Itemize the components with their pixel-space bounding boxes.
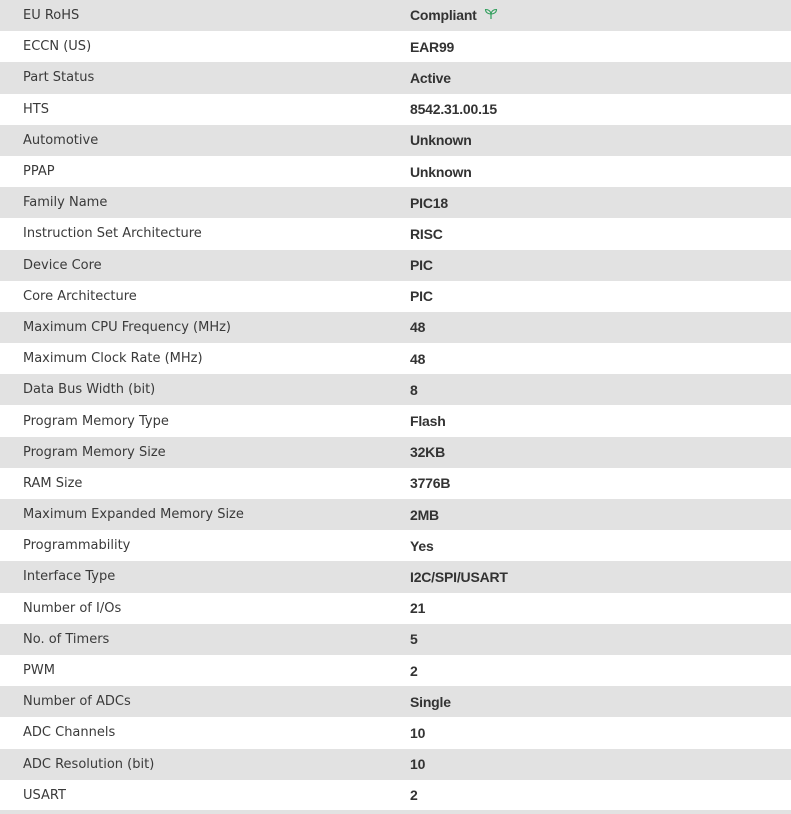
spec-label: Program Memory Type [23,413,169,429]
spec-label: Data Bus Width (bit) [23,382,156,398]
spec-row [0,717,791,748]
spec-value: Yes [410,537,434,554]
spec-row [0,250,791,281]
spec-value: 2 [410,787,418,804]
spec-label: Maximum Expanded Memory Size [23,507,244,523]
spec-value: 48 [410,319,426,336]
spec-value: PIC [410,288,433,305]
spec-value: 8 [410,381,418,398]
spec-value: RISC [410,225,443,242]
spec-label: Number of ADCs [23,694,131,710]
spec-label: No. of Timers [23,631,110,647]
spec-row [0,749,791,780]
spec-label: Instruction Set Architecture [23,226,202,242]
leaf-icon [484,7,498,23]
spec-value: 3776B [410,475,451,492]
spec-row [0,624,791,655]
spec-label: Device Core [23,257,102,273]
spec-value: 2 [410,662,418,679]
spec-label: Maximum CPU Frequency (MHz) [23,319,231,335]
spec-value: Compliant [410,6,477,23]
spec-row [0,125,791,156]
spec-row [0,593,791,624]
spec-label: USART [23,787,66,803]
spec-row [0,94,791,125]
spec-value: Active [410,69,451,86]
spec-row [0,281,791,312]
spec-value: Unknown [410,132,472,149]
spec-value: 21 [410,600,426,617]
spec-value: 2MB [410,506,439,523]
spec-label: Part Status [23,70,95,86]
spec-row [0,530,791,561]
spec-label: ADC Channels [23,725,116,741]
spec-row [0,780,791,811]
spec-label: Interface Type [23,569,116,585]
spec-row [0,437,791,468]
spec-label: Automotive [23,132,99,148]
spec-row [0,468,791,499]
spec-value: 5 [410,631,418,648]
spec-row [0,0,791,31]
spec-row [0,655,791,686]
spec-label: Program Memory Size [23,444,166,460]
spec-value: Unknown [410,163,472,180]
spec-row [0,499,791,530]
spec-row [0,561,791,592]
spec-value-cell [410,0,791,31]
spec-row [0,312,791,343]
spec-label: ADC Resolution (bit) [23,756,155,772]
spec-label: Number of I/Os [23,600,122,616]
spec-label: RAM Size [23,475,83,491]
spec-value: EAR99 [410,38,455,55]
spec-row [0,187,791,218]
spec-row [0,62,791,93]
spec-value: Flash [410,413,446,430]
next-row-edge [0,810,791,814]
spec-row [0,156,791,187]
spec-value: 48 [410,350,426,367]
spec-label: Core Architecture [23,288,137,304]
spec-label: EU RoHS [23,8,80,24]
spec-row [0,343,791,374]
spec-value: 8542.31.00.15 [410,101,497,118]
spec-value: I2C/SPI/USART [410,568,508,585]
spec-label: PPAP [23,164,55,180]
spec-label: ECCN (US) [23,39,92,55]
spec-label: HTS [23,101,49,117]
spec-row [0,31,791,62]
spec-value: 10 [410,756,426,773]
spec-label: PWM [23,663,55,679]
spec-value: 32KB [410,444,445,461]
spec-value: PIC [410,257,433,274]
spec-value: Single [410,693,451,710]
spec-label: Programmability [23,538,131,554]
spec-row [0,405,791,436]
spec-row [0,374,791,405]
spec-row [0,218,791,249]
spec-value: 10 [410,724,426,741]
spec-value: PIC18 [410,194,448,211]
spec-row [0,686,791,717]
spec-label: Maximum Clock Rate (MHz) [23,351,203,367]
spec-label: Family Name [23,195,108,211]
